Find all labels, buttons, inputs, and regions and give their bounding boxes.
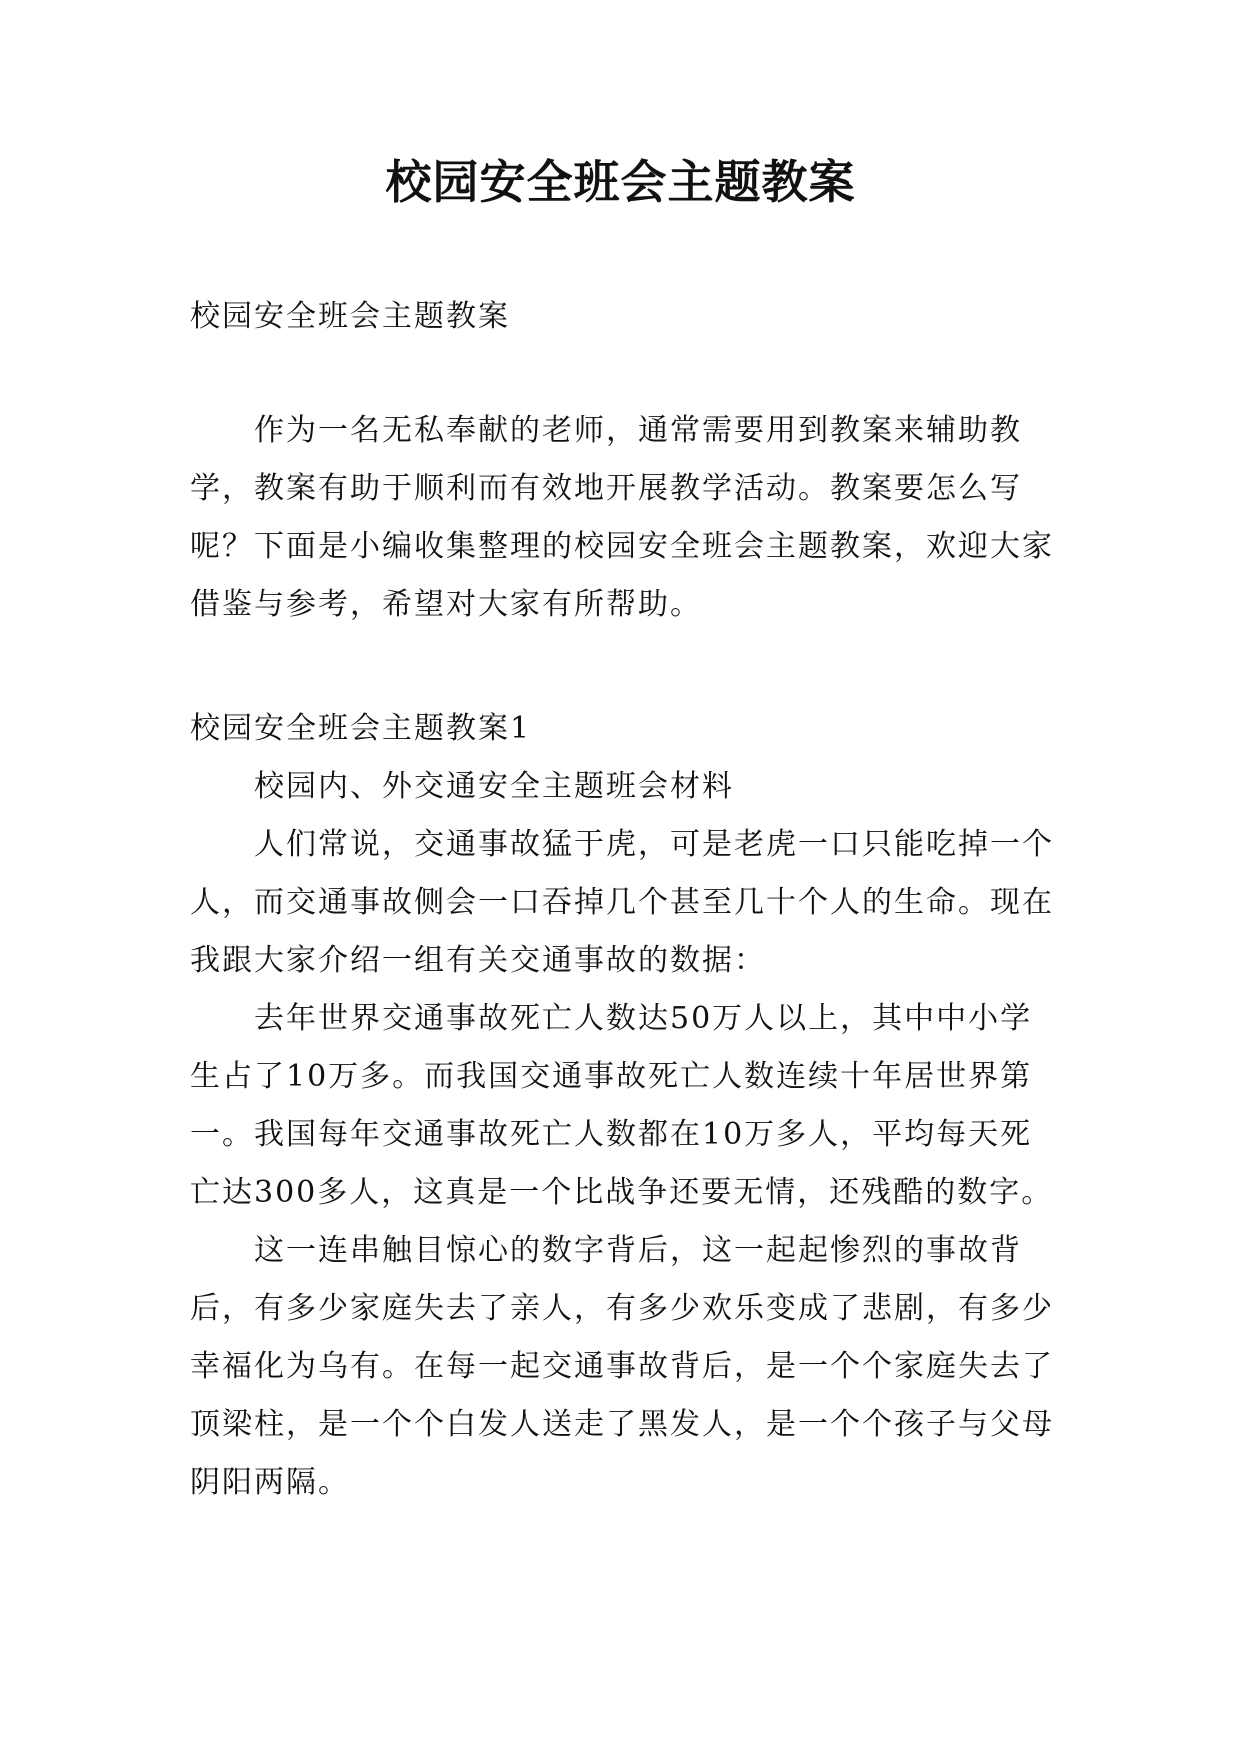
document-subtitle: 校园安全班会主题教案 xyxy=(190,299,510,334)
body-paragraph: 这一连串触目惊心的数字背后，这一起起惨烈的事故背后，有多少家庭失去了亲人，有多少欢乐变成了悲剧，有多少幸福化为乌有。在每一起交通事故背后，是一个个家庭失去了顶梁柱，是一个个白发人送走了黑发人，是一个个孩子与父母阴阳两隔。 xyxy=(190,1233,1054,1500)
document-title: 校园安全班会主题教案 xyxy=(385,155,856,209)
body-paragraph: 去年世界交通事故死亡人数达50万人以上，其中中小学生占了10万多。而我国交通事故死亡人数连续十年居世界第一。我国每年交通事故死亡人数都在10万多人，平均每天死亡达300多人，这真是一个比战争还要无情，还残酷的数字。 xyxy=(190,1001,1054,1210)
section-heading: 校园安全班会主题教案1 xyxy=(190,711,532,746)
intro-paragraph: 作为一名无私奉献的老师，通常需要用到教案来辅助教学，教案有助于顺利而有效地开展教学活动。教案要怎么写呢？下面是小编收集整理的校园安全班会主题教案，欢迎大家借鉴与参考，希望对大家有所帮助。 xyxy=(190,413,1054,622)
document-body xyxy=(190,288,1058,1512)
body-paragraph: 人们常说，交通事故猛于虎，可是老虎一口只能吃掉一个人，而交通事故侧会一口吞掉几个甚至几十个人的生命。现在我跟大家介绍一组有关交通事故的数据： xyxy=(190,827,1054,978)
section-subheading: 校园内、外交通安全主题班会材料 xyxy=(254,769,734,804)
